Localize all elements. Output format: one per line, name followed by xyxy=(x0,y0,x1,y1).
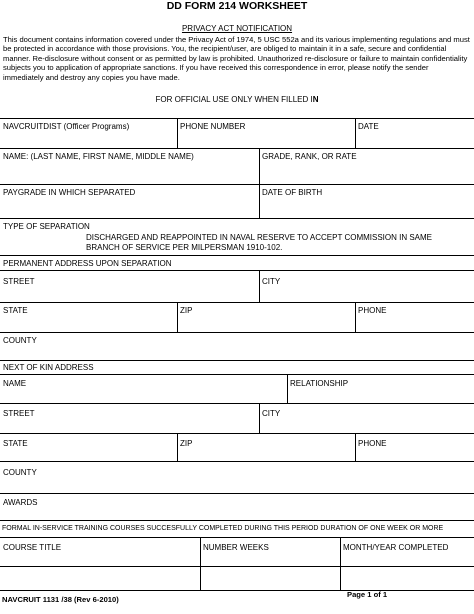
type-of-separation-label: TYPE OF SEPARATION xyxy=(3,222,90,231)
nok-phone-field[interactable] xyxy=(356,449,473,460)
row-divider xyxy=(0,520,474,521)
nok-name-label: NAME xyxy=(3,379,27,388)
county-label: COUNTY xyxy=(3,336,37,345)
privacy-act-text: This document contains information covered under the Privacy Act of 1974, 5 USC 552a and its various implementing regulations and must be protected in accordance with those provisions. You, the recipient/user, are obliged to maintain it in a safe, secure and confidential manner. Re-disclosure without consent or as permitted by law is prohibited. Unauthorized re-disclosure or failure to maintain confidentiality subjects you to application of appropriate sanctions. If you have received this correspondence in error, please notify the sender immediately and destroy any copies you have made. xyxy=(3,35,470,82)
nok-zip-field[interactable] xyxy=(178,449,354,460)
zip-field[interactable] xyxy=(178,317,354,331)
row-divider xyxy=(0,270,474,271)
awards-label: AWARDS xyxy=(3,498,38,507)
row-divider xyxy=(0,537,474,538)
official-use-notice xyxy=(0,95,474,104)
row-divider xyxy=(0,118,474,119)
name-label: NAME: (LAST NAME, FIRST NAME, MIDDLE NAME) xyxy=(3,152,194,161)
phone-number-label: PHONE NUMBER xyxy=(180,122,246,131)
nok-county-label: COUNTY xyxy=(3,468,37,477)
number-weeks-field[interactable] xyxy=(201,567,339,589)
date-of-birth-label: DATE OF BIRTH xyxy=(262,188,323,197)
row-divider xyxy=(0,302,474,303)
city-field[interactable] xyxy=(260,288,473,301)
nok-state-label: STATE xyxy=(3,439,28,448)
nok-street-label: STREET xyxy=(3,409,35,418)
date-of-birth-field[interactable] xyxy=(260,199,473,217)
city-label: CITY xyxy=(262,277,281,286)
grade-rank-rate-field[interactable] xyxy=(260,163,473,183)
relationship-field[interactable] xyxy=(288,389,473,402)
row-divider xyxy=(0,332,474,333)
row-divider xyxy=(0,433,474,434)
official-use-prefix: FOR OFFICIAL USE ONLY WHEN FILLED I xyxy=(155,95,313,104)
privacy-act-heading: PRIVACY ACT NOTIFICATION xyxy=(181,24,293,33)
permanent-address-label: PERMANENT ADDRESS UPON SEPARATION xyxy=(3,259,172,268)
form-number: NAVCRUIT 1131 /38 (Rev 6-2010) xyxy=(2,595,119,604)
nok-state-field[interactable] xyxy=(1,449,176,460)
state-field[interactable] xyxy=(1,317,176,331)
separation-text: DISCHARGED AND REAPPOINTED IN NAVAL RESERVE TO ACCEPT COMMISSION IN SAME BRANCH OF SERVICE PER MILPERSMAN 1910-102. xyxy=(86,233,432,252)
grade-rank-rate-label: GRADE, RANK, OR RATE xyxy=(262,152,357,161)
street-field[interactable] xyxy=(1,288,258,301)
phone-label: PHONE xyxy=(358,306,387,315)
state-label: STATE xyxy=(3,306,28,315)
official-use-suffix: N xyxy=(312,95,319,104)
street-label: STREET xyxy=(3,277,35,286)
row-divider xyxy=(0,218,474,219)
month-year-completed-field[interactable] xyxy=(341,567,473,589)
number-weeks-label: NUMBER WEEKS xyxy=(203,543,269,552)
date-field[interactable] xyxy=(356,131,473,147)
row-divider xyxy=(0,403,474,404)
month-year-completed-label: MONTH/YEAR COMPLETED xyxy=(343,543,449,552)
nok-city-field[interactable] xyxy=(260,419,473,432)
row-divider xyxy=(0,590,474,591)
paygrade-field[interactable] xyxy=(1,199,258,217)
row-divider xyxy=(0,360,474,361)
nok-county-field[interactable] xyxy=(1,478,473,492)
awards-field[interactable] xyxy=(1,508,473,519)
nok-street-field[interactable] xyxy=(1,419,258,432)
relationship-label: RELATIONSHIP xyxy=(290,379,349,388)
page-indicator: Page 1 of 1 xyxy=(347,590,388,599)
navcruitdist-label: NAVCRUITDIST (Officer Programs) xyxy=(3,122,130,131)
county-field[interactable] xyxy=(1,346,473,359)
phone-field[interactable] xyxy=(356,317,473,331)
name-field[interactable] xyxy=(1,163,258,183)
row-divider xyxy=(0,255,474,256)
nok-phone-label: PHONE xyxy=(358,439,387,448)
nok-zip-label: ZIP xyxy=(180,439,193,448)
course-title-field[interactable] xyxy=(1,567,199,589)
navcruitdist-field[interactable] xyxy=(1,131,176,147)
training-heading: FORMAL IN-SERVICE TRAINING COURSES SUCCESFULLY COMPLETED DURING THIS PERIOD DURATION OF ONE WEEK OR MORE xyxy=(2,525,444,532)
nok-city-label: CITY xyxy=(262,409,281,418)
row-divider xyxy=(0,461,474,462)
row-divider xyxy=(0,184,474,185)
zip-label: ZIP xyxy=(180,306,193,315)
row-divider xyxy=(0,148,474,149)
nok-name-field[interactable] xyxy=(1,389,286,402)
course-title-label: COURSE TITLE xyxy=(3,543,62,552)
row-divider xyxy=(0,493,474,494)
phone-number-field[interactable] xyxy=(178,131,354,147)
form-title: DD FORM 214 WORKSHEET xyxy=(166,0,308,12)
next-of-kin-address-label: NEXT OF KIN ADDRESS xyxy=(3,363,94,372)
row-divider xyxy=(0,374,474,375)
paygrade-label: PAYGRADE IN WHICH SEPARATED xyxy=(3,188,136,197)
date-label: DATE xyxy=(358,122,379,131)
